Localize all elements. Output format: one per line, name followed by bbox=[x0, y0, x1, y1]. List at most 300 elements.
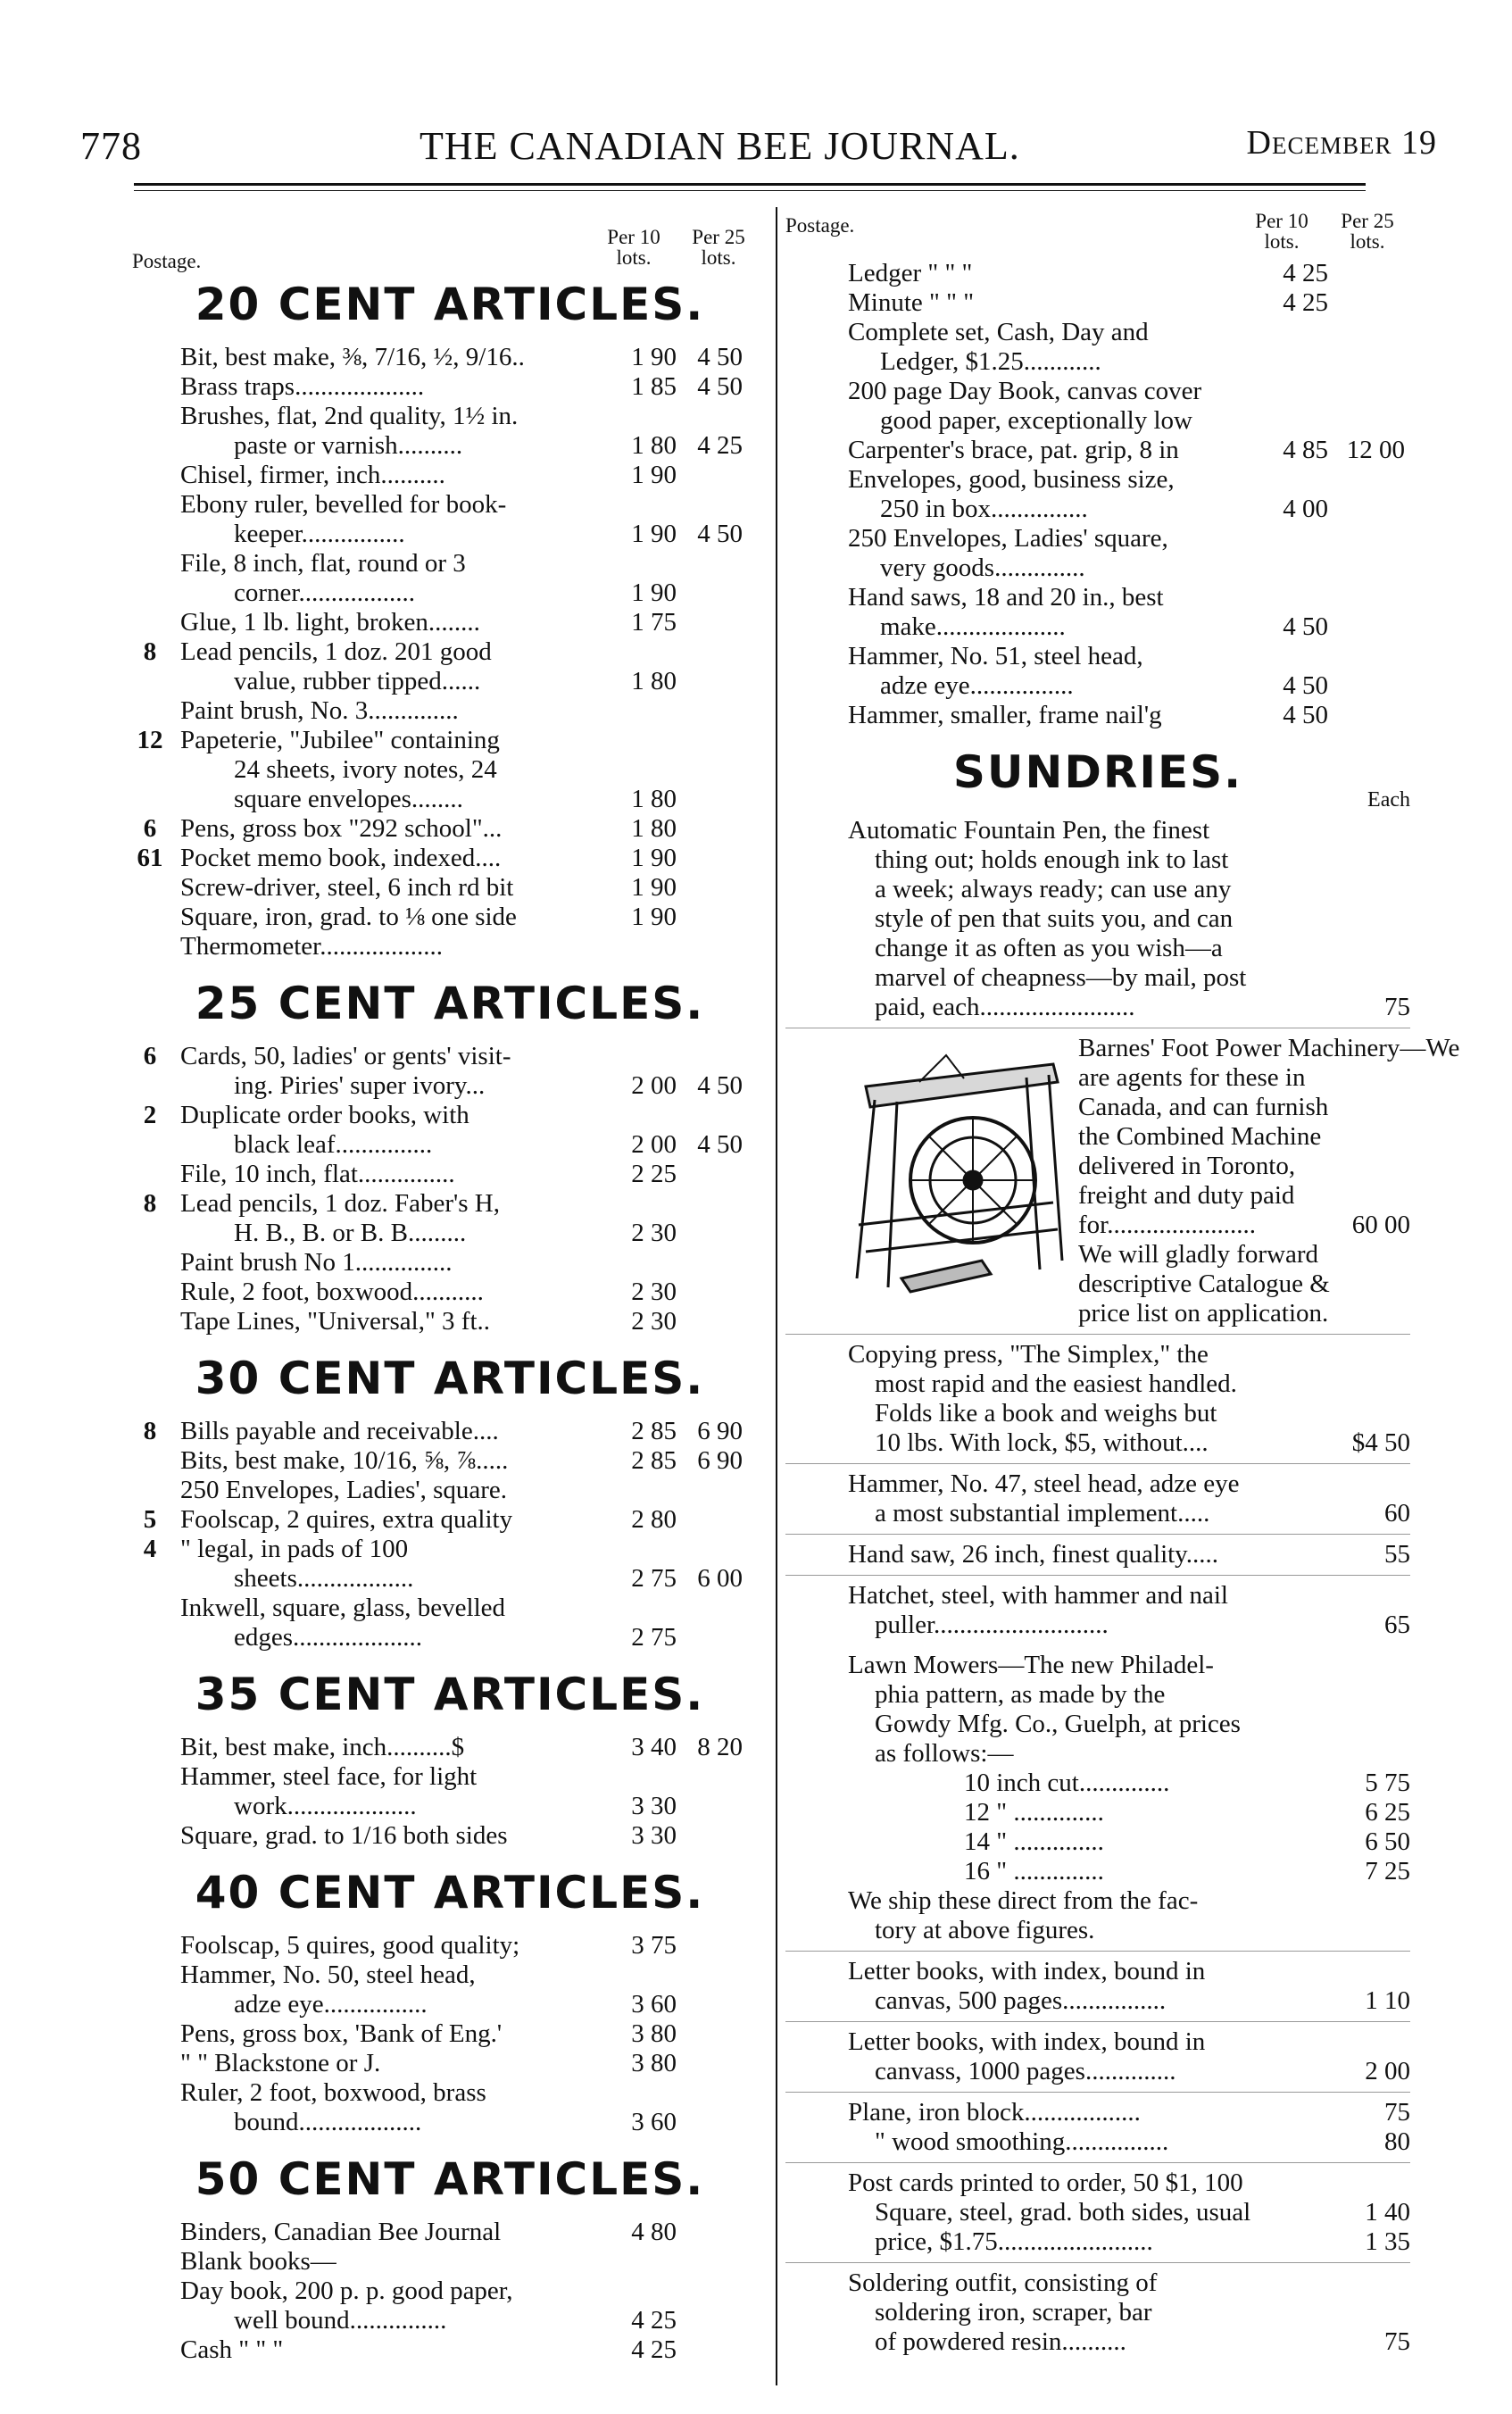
section-title: 40 CENT ARTICLES. bbox=[195, 1867, 705, 1919]
item-description bbox=[848, 642, 1275, 701]
per10-price: 4 50 bbox=[1283, 671, 1328, 700]
section-title: 25 CENT ARTICLES. bbox=[195, 978, 705, 1029]
description-line: corner.................. bbox=[234, 579, 415, 607]
description-line: We ship these direct from the fac- bbox=[848, 1886, 1199, 1915]
price-list-item bbox=[132, 844, 768, 873]
per10-price: 2 75 bbox=[631, 1623, 677, 1652]
item-price: 60 00 bbox=[1351, 1211, 1410, 1239]
sundry-item bbox=[785, 1952, 1410, 2022]
per10-price: 1 90 bbox=[631, 579, 677, 607]
item-description bbox=[848, 2168, 1375, 2257]
per10-price: 1 90 bbox=[631, 844, 677, 872]
description-line: black leaf............... bbox=[234, 1130, 433, 1159]
item-price: 1 10 bbox=[1365, 1986, 1410, 2015]
description-line: canvass, 1000 pages.............. bbox=[875, 2057, 1176, 2085]
item-description bbox=[848, 583, 1275, 642]
section-title: SUNDRIES. bbox=[952, 746, 1243, 798]
price-list-item bbox=[785, 436, 1410, 465]
right-items bbox=[785, 259, 1410, 730]
per10-price: 3 60 bbox=[631, 1990, 677, 2019]
price-list-item bbox=[132, 814, 768, 844]
postage-label: Postage. bbox=[132, 250, 202, 272]
item-description bbox=[180, 696, 616, 726]
item-description bbox=[180, 1278, 616, 1307]
per10-price: 2 30 bbox=[631, 1307, 677, 1336]
price-list-item bbox=[132, 1446, 768, 1476]
description-line: Lead pencils, 1 doz. Faber's H, bbox=[180, 1189, 500, 1218]
per10-price: 1 80 bbox=[631, 431, 677, 460]
description-line: Foolscap, 5 quires, good quality; bbox=[180, 1931, 520, 1960]
item-description bbox=[848, 2098, 1375, 2157]
description-line: Pocket memo book, indexed.... bbox=[180, 844, 502, 872]
description-line: Lawn Mowers—The new Philadel- bbox=[848, 1651, 1214, 1679]
description-line: adze eye................ bbox=[880, 671, 1074, 700]
item-description bbox=[180, 2277, 616, 2335]
item-description bbox=[180, 1505, 616, 1535]
per10-price: 2 30 bbox=[631, 1219, 677, 1247]
item-description bbox=[180, 1594, 616, 1652]
per25-price: 8 20 bbox=[697, 1733, 743, 1761]
description-line: Cash " " " bbox=[180, 2335, 284, 2364]
description-line: Envelopes, good, business size, bbox=[848, 465, 1175, 494]
description-line: Ledger " " " bbox=[848, 259, 973, 287]
price-list-item bbox=[132, 2049, 768, 2078]
item-price: 75 bbox=[1384, 2098, 1410, 2127]
price-list-item bbox=[132, 1733, 768, 1762]
foot-power-machine-illustration bbox=[848, 1046, 1071, 1314]
sundry-item bbox=[785, 1576, 1410, 1645]
sundry-item bbox=[785, 2163, 1410, 2263]
description-line: Lead pencils, 1 doz. 201 good bbox=[180, 637, 492, 666]
description-line: Hammer, No. 47, steel head, adze eye bbox=[848, 1469, 1240, 1498]
description-line: very goods.............. bbox=[880, 554, 1085, 582]
section-title: 20 CENT ARTICLES. bbox=[195, 279, 705, 330]
per10-label: Per 10 lots. bbox=[1255, 210, 1308, 253]
item-price: 65 bbox=[1384, 1611, 1410, 1639]
per10-price: 3 80 bbox=[631, 2049, 677, 2077]
item-description bbox=[848, 1469, 1375, 1528]
item-description bbox=[848, 1651, 1375, 1769]
price-list-item bbox=[132, 402, 768, 461]
item-description bbox=[180, 2247, 616, 2277]
price-list-item bbox=[132, 932, 768, 961]
page-header bbox=[80, 123, 1437, 177]
description-line: for....................... bbox=[1078, 1211, 1256, 1239]
price-list-item bbox=[132, 1931, 768, 1960]
description-line: Hatchet, steel, with hammer and nail bbox=[848, 1581, 1228, 1610]
description-line: marvel of cheapness—by mail, post bbox=[875, 963, 1247, 992]
item-description bbox=[180, 1821, 616, 1851]
price-list-item bbox=[132, 1762, 768, 1821]
lawn-mower-note bbox=[848, 1886, 1375, 1945]
description-line: of powdered resin.......... bbox=[875, 2327, 1126, 2356]
price-list-item bbox=[132, 1101, 768, 1160]
price-list-item bbox=[132, 1594, 768, 1652]
price-list-item bbox=[132, 2335, 768, 2365]
item-description bbox=[848, 465, 1275, 524]
price-list-item bbox=[132, 461, 768, 490]
sundry-item bbox=[785, 2022, 1410, 2093]
price-list-item bbox=[132, 343, 768, 372]
item-description bbox=[180, 490, 616, 549]
description-line: delivered in Toronto, bbox=[1078, 1152, 1296, 1180]
per10-price: 1 90 bbox=[631, 873, 677, 902]
price-list-item bbox=[785, 465, 1410, 524]
description-line: ing. Piries' super ivory... bbox=[234, 1071, 486, 1100]
item-price: 60 bbox=[1384, 1499, 1410, 1527]
description-line: Square, iron, grad. to ⅛ one side bbox=[180, 903, 517, 931]
item-price: 80 bbox=[1384, 2127, 1410, 2156]
per25-price: 4 50 bbox=[697, 520, 743, 548]
item-description bbox=[1078, 1034, 1471, 1328]
item-description bbox=[180, 1960, 616, 2019]
description-line: bound................... bbox=[234, 2108, 422, 2136]
description-line: canvas, 500 pages................ bbox=[875, 1986, 1167, 2015]
description-line: the Combined Machine bbox=[1078, 1122, 1322, 1151]
right-column bbox=[785, 207, 1460, 2362]
per10-price: 2 75 bbox=[631, 1564, 677, 1593]
description-line: Ruler, 2 foot, boxwood, brass bbox=[180, 2078, 486, 2107]
item-description bbox=[180, 2019, 616, 2049]
section-title: 50 CENT ARTICLES. bbox=[195, 2153, 705, 2205]
per10-price: 2 25 bbox=[631, 1160, 677, 1188]
description-line: Letter books, with index, bound in bbox=[848, 2027, 1206, 2056]
price-list-item bbox=[132, 637, 768, 696]
price-list-item bbox=[132, 1278, 768, 1307]
per10-price: 4 25 bbox=[1283, 259, 1328, 287]
description-line: 250 in box............... bbox=[880, 495, 1088, 523]
description-line: Hammer, smaller, frame nail'g bbox=[848, 701, 1162, 729]
per10-price: 4 25 bbox=[631, 2335, 677, 2364]
item-description bbox=[180, 1248, 616, 1278]
description-line: Pens, gross box "292 school"... bbox=[180, 814, 503, 843]
description-line: make.................... bbox=[880, 612, 1066, 641]
item-description bbox=[180, 549, 616, 608]
description-line: Papeterie, "Jubilee" containing bbox=[180, 726, 500, 754]
item-description bbox=[848, 318, 1275, 377]
section-title: 30 CENT ARTICLES. bbox=[195, 1353, 705, 1404]
description-line: Hammer, No. 51, steel head, bbox=[848, 642, 1143, 670]
description-line: Foolscap, 2 quires, extra quality bbox=[180, 1505, 513, 1534]
per25-price: 6 90 bbox=[697, 1446, 743, 1475]
price-list-item bbox=[132, 2078, 768, 2137]
price-list-item bbox=[132, 1821, 768, 1851]
description-line: Soldering outfit, consisting of bbox=[848, 2268, 1158, 2297]
description-line: Bills payable and receivable.... bbox=[180, 1417, 499, 1445]
price-list-item bbox=[132, 873, 768, 903]
lawn-mower-size bbox=[848, 1798, 1410, 1827]
description-line: are agents for these in bbox=[1078, 1063, 1306, 1092]
item-price: 55 bbox=[1384, 1540, 1410, 1569]
per10-price: 1 80 bbox=[631, 667, 677, 695]
item-description bbox=[848, 436, 1275, 465]
size-price: 6 50 bbox=[1365, 1827, 1410, 1856]
description-line: 10 lbs. With lock, $5, without.... bbox=[875, 1428, 1209, 1457]
per10-price: 3 80 bbox=[631, 2019, 677, 2048]
item-description bbox=[180, 1042, 616, 1101]
lawn-mower-size bbox=[848, 1769, 1410, 1798]
per10-price: 4 00 bbox=[1283, 495, 1328, 523]
per10-price: 1 85 bbox=[631, 372, 677, 401]
description-line: " wood smoothing................ bbox=[875, 2127, 1169, 2156]
price-list-item bbox=[132, 903, 768, 932]
item-description bbox=[848, 1340, 1375, 1458]
per10-price: 2 00 bbox=[631, 1130, 677, 1159]
price-list-item bbox=[132, 696, 768, 726]
per25-price: 4 50 bbox=[697, 1130, 743, 1159]
price-list-item bbox=[132, 1417, 768, 1446]
description-line: Automatic Fountain Pen, the finest bbox=[848, 816, 1210, 845]
description-line: change it as often as you wish—a bbox=[875, 934, 1223, 962]
description-line: 250 Envelopes, Ladies' square, bbox=[848, 524, 1168, 553]
price-list-item bbox=[785, 318, 1410, 377]
description-line: value, rubber tipped...... bbox=[234, 667, 481, 695]
per10-price: 3 60 bbox=[631, 2108, 677, 2136]
description-line: Paint brush, No. 3.............. bbox=[180, 696, 459, 725]
section-title: 35 CENT ARTICLES. bbox=[195, 1669, 705, 1720]
item-description bbox=[848, 1957, 1375, 2016]
each-label: Each bbox=[1367, 788, 1410, 812]
price-list-item bbox=[132, 1189, 768, 1248]
description-line: Inkwell, square, glass, bevelled bbox=[180, 1594, 506, 1622]
issue-date: December 19 bbox=[1246, 124, 1437, 162]
description-line: puller........................... bbox=[875, 1611, 1109, 1639]
postage-value: 12 bbox=[137, 726, 163, 754]
description-line: Chisel, firmer, inch.......... bbox=[180, 461, 445, 489]
description-line: Plane, iron block.................. bbox=[848, 2098, 1141, 2127]
description-line: Brushes, flat, 2nd quality, 1½ in. bbox=[180, 402, 519, 430]
description-line: " " Blackstone or J. bbox=[180, 2049, 381, 2077]
postage-value: 8 bbox=[143, 637, 157, 666]
per10-price: 2 85 bbox=[631, 1446, 677, 1475]
size-label: 10 inch cut.............. bbox=[964, 1769, 1170, 1797]
item-description bbox=[180, 402, 616, 461]
description-line: Tape Lines, "Universal," 3 ft.. bbox=[180, 1307, 490, 1336]
per25-price: 4 50 bbox=[697, 343, 743, 371]
description-line: price list on application. bbox=[1078, 1299, 1329, 1328]
per10-price: 4 50 bbox=[1283, 701, 1328, 729]
description-line: Thermometer................... bbox=[180, 932, 443, 961]
item-description bbox=[180, 2078, 616, 2137]
per10-price: 4 25 bbox=[1283, 288, 1328, 317]
per10-price: 1 80 bbox=[631, 814, 677, 843]
price-list-item bbox=[132, 1476, 768, 1505]
description-line: soldering iron, scraper, bar bbox=[875, 2298, 1152, 2327]
price-list-item bbox=[132, 1307, 768, 1336]
item-description bbox=[848, 2268, 1375, 2357]
price-list-item bbox=[785, 642, 1410, 701]
postage-value: 6 bbox=[143, 1042, 157, 1070]
per10-price: 2 00 bbox=[631, 1071, 677, 1100]
sundries-items-2 bbox=[785, 1952, 1410, 2362]
description-line: " legal, in pads of 100 bbox=[180, 1535, 409, 1563]
per25-price: 4 25 bbox=[697, 431, 743, 460]
per10-price: 3 40 bbox=[631, 1733, 677, 1761]
per10-price: 2 85 bbox=[631, 1417, 677, 1445]
description-line: phia pattern, as made by the bbox=[875, 1680, 1166, 1709]
per10-price: 3 75 bbox=[631, 1931, 677, 1960]
item-description bbox=[180, 1733, 616, 1762]
description-line: Paint brush No 1............... bbox=[180, 1248, 453, 1277]
description-line: Brass traps.................... bbox=[180, 372, 425, 401]
sundry-item bbox=[785, 1335, 1410, 1464]
description-line: a most substantial implement..... bbox=[875, 1499, 1210, 1527]
item-description bbox=[180, 814, 616, 844]
price-list-item bbox=[132, 726, 768, 814]
price-list-item bbox=[132, 2247, 768, 2277]
page-number: 778 bbox=[80, 124, 142, 168]
description-line: File, 10 inch, flat............... bbox=[180, 1160, 455, 1188]
left-column bbox=[132, 207, 768, 2365]
per10-price: 1 90 bbox=[631, 343, 677, 371]
per10-price: 4 50 bbox=[1283, 612, 1328, 641]
price-list-item bbox=[132, 1535, 768, 1594]
postage-value: 8 bbox=[143, 1189, 157, 1218]
description-line: 24 sheets, ivory notes, 24 bbox=[234, 755, 497, 784]
machinery-block bbox=[848, 1034, 1460, 1328]
description-line: good paper, exceptionally low bbox=[880, 406, 1192, 435]
per10-price: 1 90 bbox=[631, 461, 677, 489]
description-line: as follows:— bbox=[875, 1739, 1014, 1768]
size-label: 16 " .............. bbox=[964, 1857, 1104, 1885]
column-divider bbox=[776, 207, 777, 2385]
left-column-head bbox=[132, 207, 768, 272]
per10-price: 3 30 bbox=[631, 1821, 677, 1850]
description-line: keeper................ bbox=[234, 520, 405, 548]
description-line: Gowdy Mfg. Co., Guelph, at prices bbox=[875, 1710, 1241, 1738]
item-description bbox=[180, 461, 616, 490]
description-line: Cards, 50, ladies' or gents' visit- bbox=[180, 1042, 511, 1070]
per10-price: 4 85 bbox=[1283, 436, 1328, 464]
sundry-item bbox=[785, 1464, 1410, 1535]
description-line: most rapid and the easiest handled. bbox=[875, 1369, 1237, 1398]
lawn-mower-size bbox=[848, 1827, 1410, 1857]
item-description bbox=[180, 608, 616, 637]
description-line: Carpenter's brace, pat. grip, 8 in bbox=[848, 436, 1179, 464]
price-list-item bbox=[785, 701, 1410, 730]
description-line: Screw-driver, steel, 6 inch rd bit bbox=[180, 873, 514, 902]
price-list-item bbox=[132, 608, 768, 637]
description-line: square envelopes........ bbox=[234, 785, 463, 813]
item-price: 75 bbox=[1384, 993, 1410, 1021]
description-line: Hand saw, 26 inch, finest quality..... bbox=[848, 1540, 1219, 1569]
item-description bbox=[180, 637, 616, 696]
description-line: Binders, Canadian Bee Journal bbox=[180, 2218, 502, 2246]
price-list-item bbox=[132, 2277, 768, 2335]
per25-price: 12 00 bbox=[1346, 436, 1405, 464]
description-line: Bits, best make, 10/16, ⅝, ⅞..... bbox=[180, 1446, 509, 1475]
description-line: Ebony ruler, bevelled for book- bbox=[180, 490, 507, 519]
price-list-item bbox=[785, 583, 1410, 642]
item-description bbox=[180, 932, 616, 961]
per10-price: 1 75 bbox=[631, 608, 677, 637]
journal-title: THE CANADIAN BEE JOURNAL. bbox=[420, 124, 1020, 168]
item-description bbox=[848, 1581, 1375, 1640]
description-line: Glue, 1 lb. light, broken........ bbox=[180, 608, 480, 637]
description-line: Pens, gross box, 'Bank of Eng.' bbox=[180, 2019, 503, 2048]
description-line: edges.................... bbox=[234, 1623, 423, 1652]
price-list-item bbox=[785, 377, 1410, 436]
description-line: 200 page Day Book, canvas cover bbox=[848, 377, 1202, 405]
item-price: 1 35 bbox=[1365, 2227, 1410, 2256]
description-line: Canada, and can furnish bbox=[1078, 1093, 1329, 1121]
item-price: $4 50 bbox=[1351, 1428, 1410, 1457]
item-description bbox=[180, 2218, 616, 2247]
description-line: Letter books, with index, bound in bbox=[848, 1957, 1206, 1985]
item-description bbox=[848, 259, 1275, 288]
item-description bbox=[848, 701, 1275, 730]
item-description bbox=[180, 873, 616, 903]
sundry-item bbox=[785, 2093, 1410, 2163]
fountain-pen-item bbox=[785, 811, 1410, 1028]
description-line: Square, steel, grad. both sides, usual bbox=[875, 2198, 1251, 2227]
per10-price: 1 90 bbox=[631, 903, 677, 931]
description-line: Post cards printed to order, 50 $1, 100 bbox=[848, 2168, 1243, 2197]
description-line: File, 8 inch, flat, round or 3 bbox=[180, 549, 466, 578]
item-description bbox=[180, 1189, 616, 1248]
machinery-item bbox=[785, 1028, 1460, 1335]
item-description bbox=[180, 903, 616, 932]
description-line: tory at above figures. bbox=[875, 1916, 1095, 1944]
lawn-mowers-item bbox=[785, 1645, 1410, 1952]
description-line: a week; always ready; can use any bbox=[875, 875, 1232, 903]
description-line: Hand saws, 18 and 20 in., best bbox=[848, 583, 1164, 612]
item-description bbox=[848, 2027, 1375, 2086]
description-line: Hammer, steel face, for light bbox=[180, 1762, 478, 1791]
item-description bbox=[848, 377, 1275, 436]
item-description bbox=[180, 2049, 616, 2078]
description-line: well bound............... bbox=[234, 2306, 447, 2335]
description-line: style of pen that suits you, and can bbox=[875, 904, 1234, 933]
description-line: Blank books— bbox=[180, 2247, 336, 2276]
description-line: paste or varnish.......... bbox=[234, 431, 463, 460]
per10-price: 2 30 bbox=[631, 1278, 677, 1306]
description-line: thing out; holds enough ink to last bbox=[875, 845, 1229, 874]
per10-price: 4 80 bbox=[631, 2218, 677, 2246]
price-list-item bbox=[132, 1248, 768, 1278]
item-description bbox=[180, 1931, 616, 1960]
price-list-item bbox=[132, 2218, 768, 2247]
price-list-item bbox=[785, 524, 1410, 583]
item-description bbox=[180, 844, 616, 873]
item-description bbox=[848, 1540, 1375, 1569]
item-description bbox=[180, 1476, 616, 1505]
description-line: Bit, best make, inch..........$ bbox=[180, 1733, 465, 1761]
item-description bbox=[180, 343, 616, 372]
price-list-item bbox=[132, 372, 768, 402]
per25-price: 6 90 bbox=[697, 1417, 743, 1445]
item-price: 2 00 bbox=[1365, 2057, 1410, 2085]
left-sections bbox=[132, 279, 768, 2365]
description-line: Hammer, No. 50, steel head, bbox=[180, 1960, 476, 1989]
per10-price: 3 30 bbox=[631, 1792, 677, 1820]
price-list-item bbox=[785, 288, 1410, 318]
description-line: price, $1.75........................ bbox=[875, 2227, 1153, 2256]
per25-label: Per 25 lots. bbox=[692, 226, 745, 269]
postage-label: Postage. bbox=[785, 214, 855, 237]
description-line: Folds like a book and weighs but bbox=[875, 1399, 1217, 1428]
item-price: 75 bbox=[1384, 2327, 1410, 2356]
description-line: Square, grad. to 1/16 both sides bbox=[180, 1821, 508, 1850]
price-list-item bbox=[132, 490, 768, 549]
description-line: Day book, 200 p. p. good paper, bbox=[180, 2277, 513, 2305]
header-rule bbox=[134, 183, 1366, 186]
right-column-head bbox=[785, 207, 1410, 259]
price-list-item bbox=[132, 1960, 768, 2019]
description-line: Rule, 2 foot, boxwood........... bbox=[180, 1278, 484, 1306]
item-description bbox=[180, 726, 616, 814]
per25-price: 6 00 bbox=[697, 1564, 743, 1593]
